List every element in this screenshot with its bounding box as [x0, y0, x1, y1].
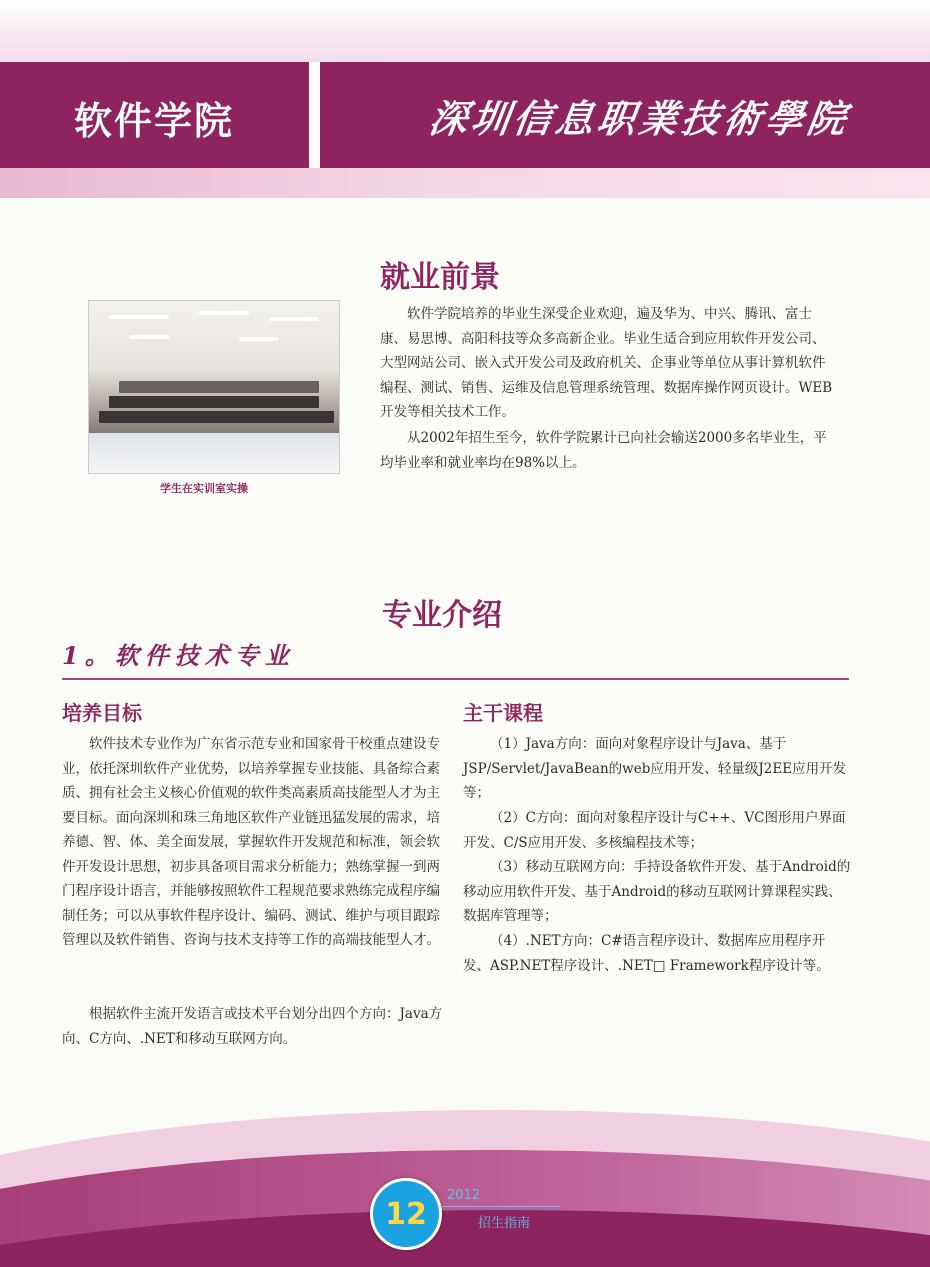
footer-guide: 招生指南: [478, 1216, 531, 1231]
page-title: 软件学院: [74, 99, 235, 143]
courses-heading: 主干课程: [463, 701, 543, 725]
course-item: （4）.NET方向：C#语言程序设计、数据库应用程序开发、ASP.NET程序设计、.NET□ Framework程序设计等。: [463, 933, 830, 974]
goals-heading: 培养目标: [62, 701, 142, 725]
course-item: （1）Java方向：面向对象程序设计与Java、基于JSP/Servlet/JavaBean的web应用开发、轻量级J2EE应用开发等；: [463, 736, 847, 801]
classroom-photo: [88, 300, 340, 474]
intro-heading: 专业介绍: [382, 598, 502, 633]
footer-year: 2012: [447, 1188, 481, 1203]
footer-line: [440, 1206, 560, 1207]
goals-paragraph: 软件技术专业作为广东省示范专业和国家骨干校重点建设专业，依托深圳软件产业优势，以培养掌握专业技能、具备综合素质、拥有社会主义核心价值观的软件类高素质高技能型人才为主要目标。面向深圳和珠三角地区软件产业链迅猛发展的需求，培养德、智、体、美全面发展，掌握软件开发规范和标准，领会软件开发设计思想，初步具备项目需求分析能力；熟练掌握一到两门程序设计语言，并能够按照软件工程规范要求熟练完成程序编制任务；可以从事软件程序设计、编码、测试、维护与项目跟踪管理以及软件销售、咨询与技术支持等工作的高端技能型人才。: [62, 736, 440, 948]
major-title: 1。软件技术专业: [62, 641, 295, 670]
course-item: （2）C方向：面向对象程序设计与C++、VC图形用户界面开发、C/S应用开发、多核编程技术等；: [463, 810, 846, 851]
page-number: 12: [385, 1196, 427, 1232]
employment-paragraph: 从2002年招生至今，软件学院累计已向社会输送2000多名毕业生，平均毕业率和就业率均在98%以上。: [380, 430, 827, 471]
course-item: （3）移动互联网方向：手持设备软件开发、基于Android的移动应用软件开发、基于Android的移动互联网计算课程实践、数据库管理等；: [463, 859, 851, 924]
footer-swoosh: [0, 1090, 930, 1267]
top-fade: [0, 0, 930, 62]
divider: [62, 678, 849, 680]
school-name-calligraphy: 深圳信息职業技術學院: [426, 96, 853, 141]
goals-paragraph: 根据软件主流开发语言或技术平台划分出四个方向：Java方向、C方向、.NET和移动互联网方向。: [62, 1006, 443, 1047]
employment-heading: 就业前景: [380, 260, 500, 295]
photo-caption: 学生在实训室实操: [160, 482, 248, 495]
employment-paragraph: 软件学院培养的毕业生深受企业欢迎，遍及华为、中兴、腾讯、富士康、易思博、高阳科技等众多高新企业。毕业生适合到应用软件开发公司、大型网站公司、嵌入式开发公司及政府机关、企事业等单位从事计算机软件编程、测试、销售、运维及信息管理系统管理、数据库操作网页设计。WEB开发等相关技术工作。: [380, 306, 833, 420]
page-number-badge: [370, 1178, 442, 1250]
header-strip: [0, 168, 930, 198]
